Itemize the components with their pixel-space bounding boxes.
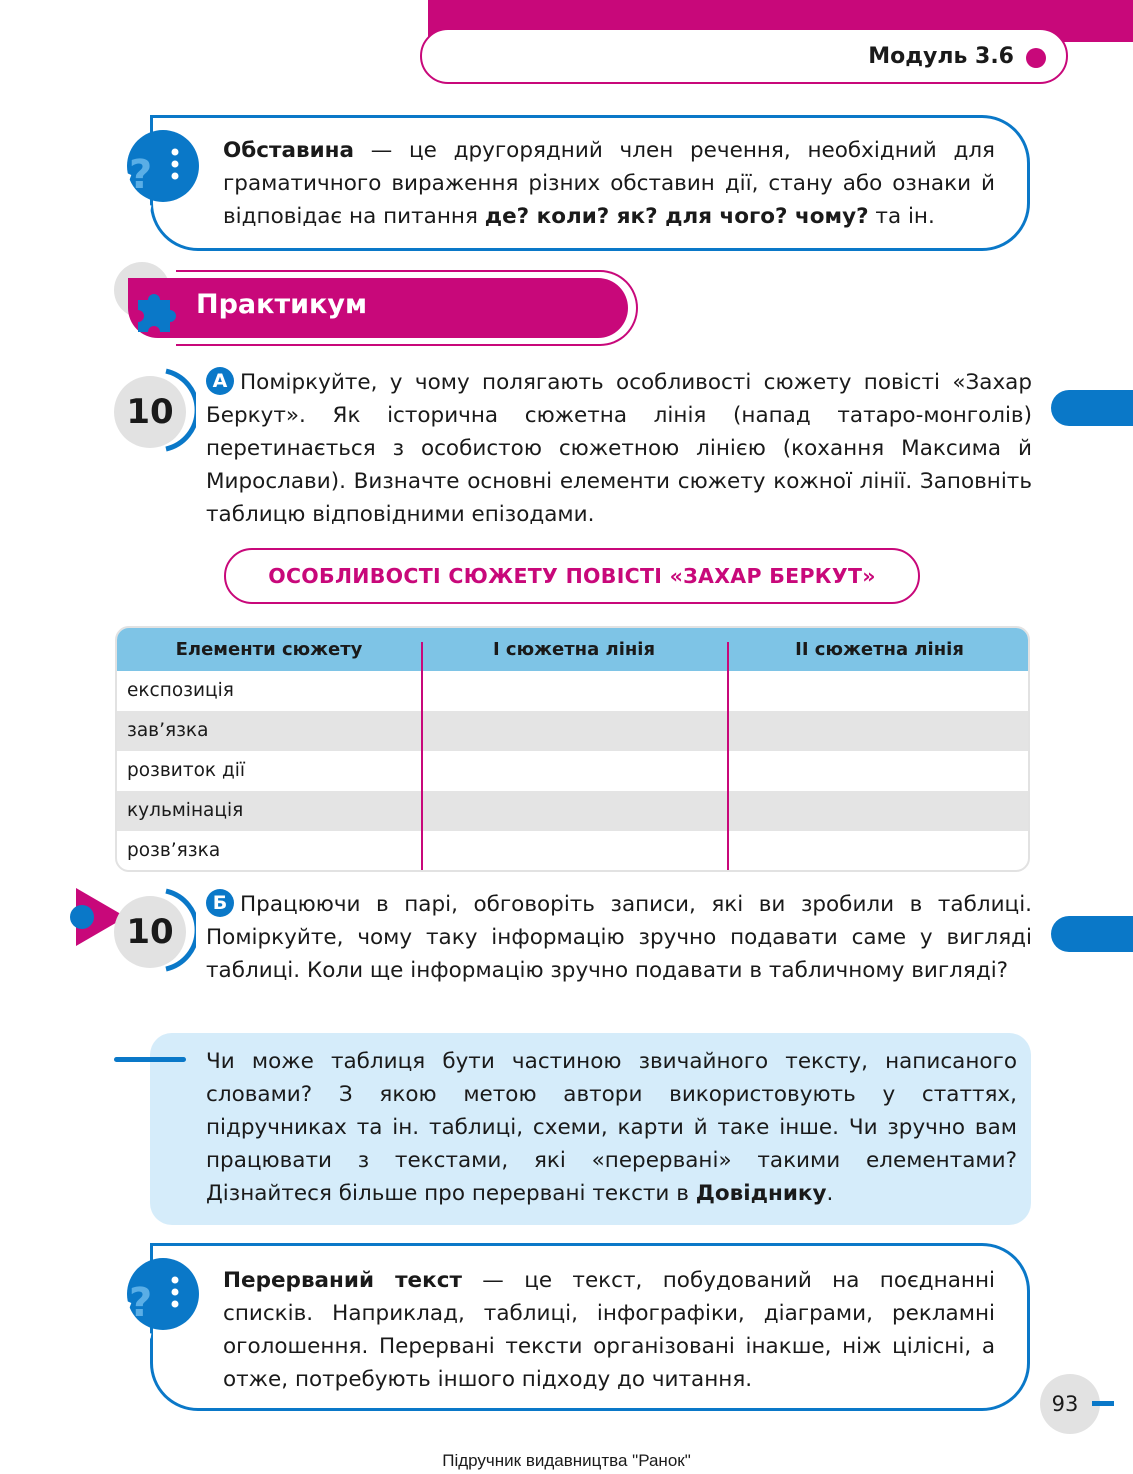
table-cell: розвиток дії (127, 760, 246, 781)
table-row (117, 711, 1028, 751)
table-row (117, 671, 1028, 711)
definition-questions: де? коли? як? для чого? чому? (484, 204, 869, 229)
module-dot (1026, 48, 1046, 68)
definition-text-1 (223, 134, 995, 233)
table-cell: розв’язка (127, 840, 221, 861)
task-a-text (206, 366, 1032, 531)
puzzle-icon (128, 282, 186, 340)
reference-link[interactable]: Довіднику (695, 1181, 827, 1206)
page-number: 93 (1051, 1392, 1079, 1416)
page-number-dash (1092, 1401, 1114, 1406)
table-divider (421, 642, 423, 872)
task-b-text (206, 888, 1032, 987)
svg-text:?: ? (129, 1280, 153, 1326)
table-cell: кульмінація (127, 800, 244, 821)
question-info-icon (115, 126, 205, 216)
definition-term-1: Обставина (223, 138, 355, 163)
table-cell: зав’язка (127, 720, 209, 741)
table-header (117, 628, 1028, 671)
side-tab-b (1051, 916, 1133, 952)
table-row (117, 791, 1028, 831)
info-box (150, 1033, 1031, 1225)
module-pill (420, 28, 1068, 84)
table-row (117, 751, 1028, 791)
task-number-b (114, 896, 196, 986)
definition-text-2 (223, 1264, 995, 1396)
table-row (117, 831, 1028, 871)
task-number-text: 10 (126, 392, 174, 432)
svg-text:?: ? (129, 152, 153, 198)
info-text (206, 1045, 1017, 1210)
task-a-badge: А (206, 367, 234, 395)
table-header-cell: І сюжетна лінія (492, 639, 656, 660)
info-body: Чи може таблиця бути частиною звичайного тексту, написаного словами? З якою метою автори використовують у статтях, підручниках та ін. таблиці, схеми, карти й таке інше. Чи зручно вам працювати з текстами, які «перервані» такими елементами? Дізнайтеся більше про перервані тексти в (206, 1049, 1017, 1206)
info-tail: . (826, 1181, 834, 1206)
section-title: Практикум (196, 289, 368, 320)
task-number-text: 10 (126, 912, 174, 952)
info-dash (114, 1057, 186, 1062)
footer-publisher: Підручник видавництва "Ранок" (442, 1451, 691, 1470)
definition-body-1: — це другорядний член речення, необхідний для граматичного вираження різних обставин дії, стану або ознаки й відповідає на питання (223, 138, 995, 229)
task-b-body: Працюючи в парі, обговоріть записи, які ви зробили в таблиці. Поміркуйте, чому таку інформацію зручно подавати саме у вигляді таблиці. Коли ще інформацію зручно подавати в табличному вигляді? (206, 892, 1032, 983)
table-cell: експозиція (127, 680, 234, 701)
side-tab-a (1051, 390, 1133, 426)
table-header-cell: ІІ сюжетна лінія (795, 639, 964, 660)
plot-table (115, 626, 1030, 872)
definition-box-1 (129, 115, 1030, 251)
definition-tail-1: та ін. (868, 204, 935, 229)
task-b-badge: Б (206, 889, 234, 917)
definition-term-2: Перерваний текст (223, 1268, 462, 1293)
module-label: Модуль 3.6 (868, 44, 1014, 69)
table-header-cell: Елементи сюжету (175, 639, 363, 660)
task-number-a (114, 376, 196, 466)
section-header (114, 262, 639, 348)
table-divider (727, 642, 729, 872)
definition-body-2: — це текст, побудований на поєднанні списків. Наприклад, таблиці, інфографіки, діаграми, рекламні оголошення. Перервані тексти організовані інакше, ніж цілісні, а отже, потребують іншого підходу до читання. (223, 1268, 995, 1392)
definition-box-2 (129, 1243, 1030, 1411)
table-title: ОСОБЛИВОСТІ СЮЖЕТУ ПОВІСТІ «ЗАХАР БЕРКУТ» (224, 548, 920, 604)
question-info-icon (115, 1254, 205, 1344)
task-a-body: Поміркуйте, у чому полягають особливості сюжету повісті «Захар Беркут». Як історична сюжетна лінія (напад татаро-монголів) перетинається з особистою сюжетною лінією (кохання Максима й Мирослави). Визначте основні елементи сюжету кожної лінії. Заповніть таблицю відповідними епізодами. (206, 370, 1032, 527)
